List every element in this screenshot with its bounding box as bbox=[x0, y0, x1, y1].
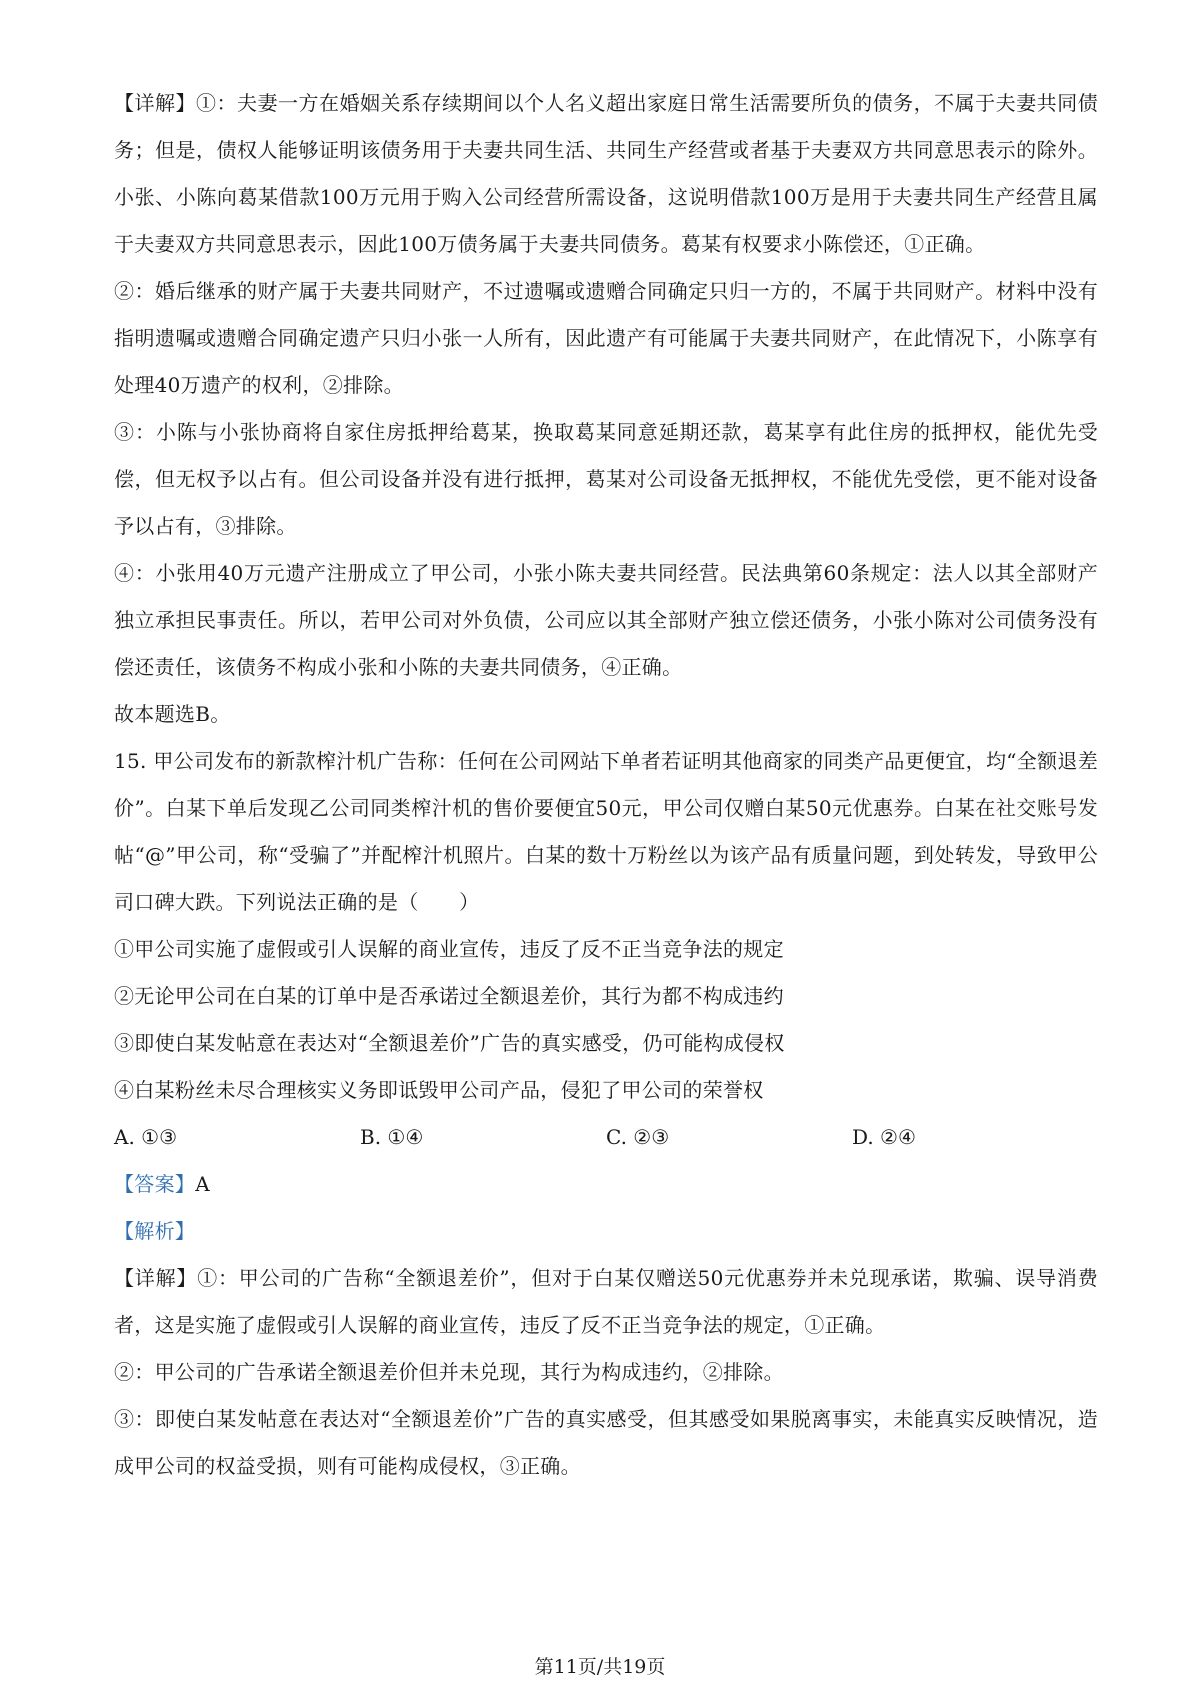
option-b: B. ①④ bbox=[360, 1125, 424, 1149]
analysis-paragraph-2: ②：甲公司的广告承诺全额退差价但并未兑现，其行为构成违约，②排除。 bbox=[114, 1360, 784, 1384]
analysis-label: 【解析】 bbox=[114, 1219, 196, 1243]
answer-options bbox=[114, 1114, 1098, 1161]
statement-2: ②无论甲公司在白某的订单中是否承诺过全额退差价，其行为都不构成违约 bbox=[114, 984, 784, 1008]
answer-line bbox=[114, 1161, 1098, 1208]
conclusion-line: 故本题选B。 bbox=[114, 702, 231, 726]
answer-label: 【答案】 bbox=[114, 1172, 196, 1196]
analysis-paragraph-3: ③：即使白某发帖意在表达对“全额退差价”广告的真实感受，但其感受如果脱离事实，未能真实反映情况，造成甲公司的权益受损，则有可能构成侵权，③正确。 bbox=[114, 1407, 1098, 1478]
statement-4: ④白某粉丝未尽合理核实义务即诋毁甲公司产品，侵犯了甲公司的荣誉权 bbox=[114, 1078, 764, 1102]
option-a: A. ①③ bbox=[114, 1125, 178, 1149]
explanation-paragraph-1: 【详解】①：夫妻一方在婚姻关系存续期间以个人名义超出家庭日常生活需要所负的债务，不属于夫妻共同债务；但是，债权人能够证明该债务用于夫妻共同生活、共同生产经营或者基于夫妻双方共同意思表示的除外。小张、小陈向葛某借款100万元用于购入公司经营所需设备，这说明借款100万是用于夫妻共同生产经营且属于夫妻双方共同意思表示，因此100万债务属于夫妻共同债务。葛某有权要求小陈偿还，①正确。 bbox=[114, 91, 1098, 256]
explanation-paragraph-2: ②：婚后继承的财产属于夫妻共同财产，不过遗嘱或遗赠合同确定只归一方的，不属于共同财产。材料中没有指明遗嘱或遗赠合同确定遗产只归小张一人所有，因此遗产有可能属于夫妻共同财产，在此情况下，小陈享有处理40万遗产的权利，②排除。 bbox=[114, 279, 1098, 397]
page-footer: 第11页/共19页 bbox=[534, 1656, 666, 1678]
option-c: C. ②③ bbox=[606, 1125, 670, 1149]
statement-1: ①甲公司实施了虚假或引人误解的商业宣传，违反了反不正当竞争法的规定 bbox=[114, 937, 784, 961]
analysis-paragraph-1: 【详解】①：甲公司的广告称“全额退差价”，但对于白某仅赠送50元优惠券并未兑现承诺，欺骗、误导消费者，这是实施了虚假或引人误解的商业宣传，违反了反不正当竞争法的规定，①正确。 bbox=[114, 1266, 1098, 1337]
page-content bbox=[114, 80, 1098, 1490]
question-15-stem: 15. 甲公司发布的新款榨汁机广告称：任何在公司网站下单者若证明其他商家的同类产品更便宜，均“全额退差价”。白某下单后发现乙公司同类榨汁机的售价要便宜50元，甲公司仅赠白某50元优惠券。白某在社交账号发帖“@”甲公司，称“受骗了”并配榨汁机照片。白某的数十万粉丝以为该产品有质量问题，到处转发，导致甲公司口碑大跌。下列说法正确的是（ ） bbox=[114, 749, 1098, 914]
explanation-paragraph-3: ③：小陈与小张协商将自家住房抵押给葛某，换取葛某同意延期还款，葛某享有此住房的抵押权，能优先受偿，但无权予以占有。但公司设备并没有进行抵押，葛某对公司设备无抵押权，不能优先受偿，更不能对设备予以占有，③排除。 bbox=[114, 420, 1098, 538]
statement-3: ③即使白某发帖意在表达对“全额退差价”广告的真实感受，仍可能构成侵权 bbox=[114, 1031, 785, 1055]
explanation-paragraph-4: ④：小张用40万元遗产注册成立了甲公司，小张小陈夫妻共同经营。民法典第60条规定：法人以其全部财产独立承担民事责任。所以，若甲公司对外负债，公司应以其全部财产独立偿还债务，小张小陈对公司债务没有偿还责任，该债务不构成小张和小陈的夫妻共同债务，④正确。 bbox=[114, 561, 1098, 679]
option-d: D. ②④ bbox=[852, 1125, 916, 1149]
answer-value: A bbox=[195, 1172, 210, 1196]
